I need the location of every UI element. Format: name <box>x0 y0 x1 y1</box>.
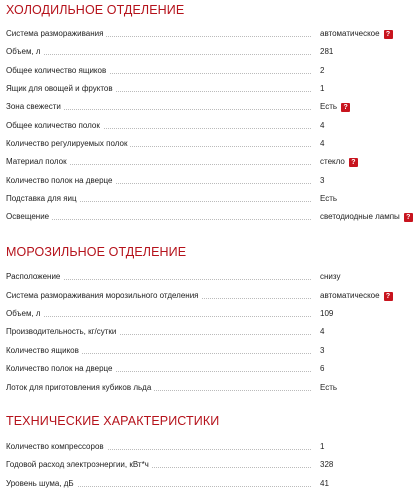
spec-row <box>6 307 414 321</box>
dotted-leader <box>6 316 311 317</box>
spec-value: 3 <box>320 176 325 185</box>
spec-label: Система размораживания <box>6 27 106 41</box>
section-title-freezer: МОРОЗИЛЬНОЕ ОТДЕЛЕНИЕ <box>6 245 187 259</box>
spec-row <box>6 174 414 188</box>
spec-row <box>6 381 414 395</box>
spec-label: Количество полок на дверце <box>6 174 115 188</box>
spec-label: Производительность, кг/сутки <box>6 325 119 339</box>
spec-label: Зона свежести <box>6 100 64 114</box>
question-icon[interactable]: ? <box>384 292 393 301</box>
spec-row <box>6 27 414 41</box>
spec-label: Подставка для яиц <box>6 192 80 206</box>
section-title-fridge: ХОЛОДИЛЬНОЕ ОТДЕЛЕНИЕ <box>6 3 185 17</box>
spec-row <box>6 119 414 133</box>
spec-value: 328 <box>320 460 334 469</box>
spec-row <box>6 82 414 96</box>
spec-row <box>6 440 414 454</box>
spec-value: 41 <box>320 479 329 488</box>
question-icon[interactable]: ? <box>349 158 358 167</box>
spec-label: Расположение <box>6 270 63 284</box>
section-title-technical: ТЕХНИЧЕСКИЕ ХАРАКТЕРИСТИКИ <box>6 414 220 428</box>
spec-value: 4 <box>320 139 325 148</box>
spec-label: Количество ящиков <box>6 344 82 358</box>
spec-row <box>6 155 414 169</box>
spec-value: стекло ? <box>320 155 358 169</box>
spec-row <box>6 192 414 206</box>
spec-value: Есть ? <box>320 100 350 114</box>
spec-value: 6 <box>320 364 325 373</box>
spec-label: Общее количество ящиков <box>6 64 109 78</box>
spec-value: 3 <box>320 346 325 355</box>
spec-value: 1 <box>320 84 325 93</box>
spec-label: Объем, л <box>6 45 44 59</box>
spec-label: Уровень шума, дБ <box>6 477 77 491</box>
spec-value: светодиодные лампы ? <box>320 210 413 224</box>
question-icon[interactable]: ? <box>404 213 413 222</box>
spec-value: 2 <box>320 66 325 75</box>
spec-row <box>6 64 414 78</box>
spec-value: автоматическое ? <box>320 27 393 41</box>
spec-label: Материал полок <box>6 155 70 169</box>
spec-row <box>6 100 414 114</box>
spec-row <box>6 137 414 151</box>
spec-value: 4 <box>320 327 325 336</box>
question-icon[interactable]: ? <box>341 103 350 112</box>
spec-value: 109 <box>320 309 334 318</box>
spec-value: 281 <box>320 47 334 56</box>
spec-label: Освещение <box>6 210 52 224</box>
spec-row <box>6 270 414 284</box>
spec-label: Лоток для приготовления кубиков льда <box>6 381 154 395</box>
spec-row <box>6 325 414 339</box>
spec-row <box>6 458 414 472</box>
spec-value: автоматическое ? <box>320 289 393 303</box>
spec-value: 4 <box>320 121 325 130</box>
spec-label: Ящик для овощей и фруктов <box>6 82 116 96</box>
spec-label: Годовой расход электроэнергии, кВт*ч <box>6 458 152 472</box>
spec-value: 1 <box>320 442 325 451</box>
spec-label: Количество регулируемых полок <box>6 137 130 151</box>
spec-label: Количество компрессоров <box>6 440 107 454</box>
spec-row <box>6 45 414 59</box>
spec-label: Общее количество полок <box>6 119 103 133</box>
spec-value: Есть <box>320 383 338 392</box>
dotted-leader <box>6 54 311 55</box>
spec-label: Система размораживания морозильного отделения <box>6 289 202 303</box>
spec-label: Объем, л <box>6 307 44 321</box>
spec-row <box>6 362 414 376</box>
spec-label: Количество полок на дверце <box>6 362 115 376</box>
spec-value: снизу <box>320 272 341 281</box>
question-icon[interactable]: ? <box>384 30 393 39</box>
spec-row <box>6 289 414 303</box>
spec-value: Есть <box>320 194 338 203</box>
spec-row <box>6 477 414 491</box>
spec-row <box>6 344 414 358</box>
spec-row <box>6 210 414 224</box>
